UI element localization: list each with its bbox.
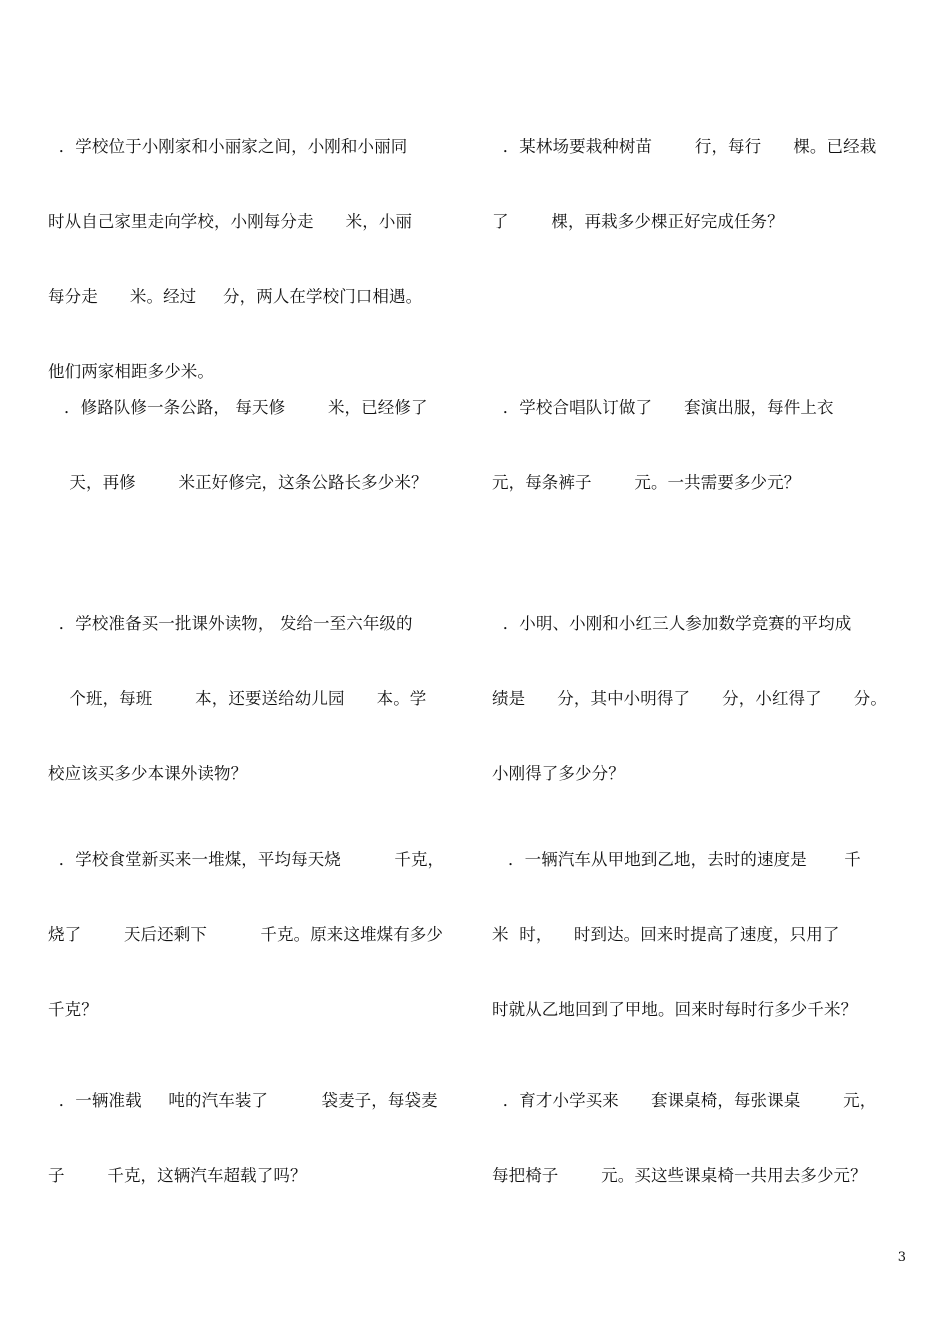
problem-line: 元，每条裤子 元。一共需要多少元？ <box>492 473 801 492</box>
problem-line: 天，再修 米正好修完，这条公路长多少米？ <box>48 473 428 492</box>
problem-line: ．学校食堂新买来一堆煤，平均每天烧 千克， <box>48 850 445 869</box>
word-problem-8 <box>492 797 906 1072</box>
problem-line: ．小明、小刚和小红三人参加数学竞赛的平均成 <box>492 614 852 633</box>
problem-line: 每分走 米。经过 分，两人在学校门口相遇。 <box>48 287 423 306</box>
problem-line: ．学校合唱队订做了 套演出服，每件上衣 <box>492 398 834 417</box>
problem-line: 米 时， 时到达。回来时提高了速度，只用了 <box>492 925 840 944</box>
word-problem-7 <box>48 797 462 1072</box>
problem-line: 他们两家相距多少米。 <box>48 362 214 381</box>
word-problem-3 <box>48 345 462 545</box>
problem-line: 绩是 分，其中小明得了 分，小红得了 分。 <box>492 689 888 708</box>
word-problem-4 <box>492 345 906 545</box>
problem-line: 每把椅子 元。买这些课桌椅一共用去多少元？ <box>492 1166 867 1185</box>
problem-line: 千克？ <box>48 1000 98 1019</box>
problem-line: ．某林场要栽种树苗 行，每行 棵。已经栽 <box>492 137 877 156</box>
problem-line: 时从自己家里走向学校，小刚每分走 米，小丽 <box>48 212 413 231</box>
problem-line: 烧了 天后还剩下 千克。原来这堆煤有多少 <box>48 925 444 944</box>
problem-line: 小刚得了多少分？ <box>492 764 625 783</box>
page-number: 3 <box>897 1250 906 1265</box>
problem-line: 时就从乙地回到了甲地。回来时每时行多少千米？ <box>492 1000 858 1019</box>
problem-line: 个班，每班 本，还要送给幼儿园 本。学 <box>48 689 427 708</box>
problem-line: 校应该买多少本课外读物？ <box>48 764 248 783</box>
word-problem-6 <box>492 561 906 836</box>
problem-line: ．学校准备买一批课外读物， 发给一至六年级的 <box>48 614 413 633</box>
problem-line: 了 棵，再栽多少棵正好完成任务？ <box>492 212 784 231</box>
problem-line: ．一辆汽车从甲地到乙地，去时的速度是 千 <box>492 850 861 869</box>
problem-line: ．一辆准载 吨的汽车装了 袋麦子，每袋麦 <box>48 1091 438 1110</box>
word-problem-2 <box>492 84 906 284</box>
problem-line: ．学校位于小刚家和小丽家之间，小刚和小丽同 <box>48 137 408 156</box>
problem-line: ．育才小学买来 套课桌椅，每张课桌 元， <box>492 1091 877 1110</box>
word-problem-10 <box>492 1038 906 1238</box>
problem-line: 子 千克，这辆汽车超载了吗？ <box>48 1166 307 1185</box>
word-problem-5 <box>48 561 462 836</box>
word-problem-9 <box>48 1038 462 1238</box>
problem-line: ．修路队修一条公路， 每天修 米，已经修了 <box>48 398 428 417</box>
